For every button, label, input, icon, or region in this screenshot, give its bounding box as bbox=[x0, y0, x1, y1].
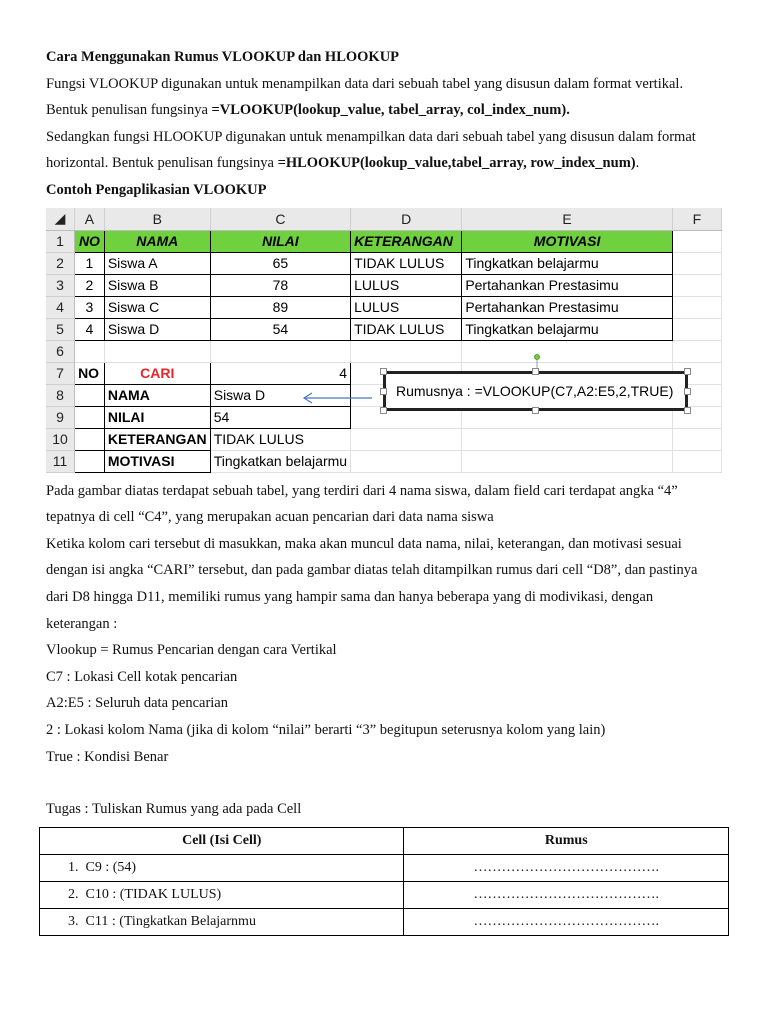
row-header[interactable]: 9 bbox=[46, 406, 75, 428]
data-cell[interactable]: 54 bbox=[210, 318, 350, 340]
header-cell-no[interactable]: NO bbox=[75, 230, 105, 252]
column-header-b[interactable]: B bbox=[104, 208, 210, 231]
sheet-row-10 bbox=[46, 428, 722, 450]
data-cell[interactable]: Siswa C bbox=[104, 296, 210, 318]
lookup-cari-value[interactable]: 4 bbox=[210, 362, 350, 384]
empty-cell[interactable] bbox=[75, 384, 105, 406]
sheet-row-5 bbox=[46, 318, 722, 340]
empty-cell[interactable] bbox=[462, 428, 673, 450]
task-cell-text: C11 : (Tingkatkan Belajarnmu bbox=[85, 913, 256, 929]
row-header[interactable]: 6 bbox=[46, 340, 75, 362]
data-cell[interactable]: Pertahankan Prestasimu bbox=[462, 296, 673, 318]
resize-handle-icon[interactable] bbox=[532, 368, 539, 375]
body-line: Vlookup = Rumus Pencarian dengan cara Vertikal bbox=[46, 642, 337, 659]
row-header[interactable]: 5 bbox=[46, 318, 75, 340]
row-header[interactable]: 7 bbox=[46, 362, 75, 384]
task-answer[interactable]: …………………………………. bbox=[404, 881, 729, 908]
body-line: C7 : Lokasi Cell kotak pencarian bbox=[46, 668, 238, 685]
task-header-row bbox=[40, 827, 729, 854]
lookup-cari-label[interactable]: CARI bbox=[104, 362, 210, 384]
lookup-keterangan-label[interactable]: KETERANGAN bbox=[104, 428, 210, 450]
task-number: 3. bbox=[68, 913, 79, 929]
empty-cell[interactable] bbox=[672, 450, 721, 472]
data-cell[interactable]: Siswa A bbox=[104, 252, 210, 274]
body-line: 2 : Lokasi kolom Nama (jika di kolom “nilai” berarti “3” begitupun seterusnya kolom yang lain) bbox=[46, 721, 606, 738]
body-line: A2:E5 : Seluruh data pencarian bbox=[46, 695, 228, 712]
data-cell[interactable]: 2 bbox=[75, 274, 105, 296]
task-table bbox=[39, 827, 729, 936]
task-number: 1. bbox=[68, 859, 79, 875]
data-cell[interactable]: Pertahankan Prestasimu bbox=[462, 274, 673, 296]
left-arrow-icon bbox=[302, 392, 374, 404]
intro-line-4-end: . bbox=[635, 155, 640, 172]
row-header[interactable]: 11 bbox=[46, 450, 75, 472]
data-cell[interactable]: 78 bbox=[210, 274, 350, 296]
empty-cell[interactable] bbox=[672, 340, 721, 362]
data-cell[interactable]: 1 bbox=[75, 252, 105, 274]
empty-cell[interactable] bbox=[672, 296, 721, 318]
task-row bbox=[40, 854, 729, 881]
task-answer[interactable]: …………………………………. bbox=[404, 908, 729, 935]
empty-cell[interactable] bbox=[351, 450, 462, 472]
empty-cell[interactable] bbox=[351, 340, 462, 362]
intro-line-2-text: Bentuk penulisan fungsinya bbox=[46, 102, 212, 119]
data-cell[interactable]: Siswa B bbox=[104, 274, 210, 296]
section-heading: Contoh Pengaplikasian VLOOKUP bbox=[46, 181, 267, 198]
task-col-cell: Cell (Isi Cell) bbox=[40, 827, 404, 854]
body-line: tepatnya di cell “C4”, yang merupakan acuan pencarian dari data nama siswa bbox=[46, 509, 494, 526]
lookup-motivasi-value[interactable]: Tingkatkan belajarmu bbox=[210, 450, 350, 472]
body-line: keterangan : bbox=[46, 615, 118, 632]
row-header[interactable]: 1 bbox=[46, 230, 75, 252]
header-cell-motivasi[interactable]: MOTIVASI bbox=[462, 230, 673, 252]
data-cell[interactable]: LULUS bbox=[351, 274, 462, 296]
select-all-corner[interactable]: ◢ bbox=[46, 208, 75, 231]
data-cell[interactable]: Siswa D bbox=[104, 318, 210, 340]
resize-handle-icon[interactable] bbox=[684, 388, 691, 395]
header-cell-nilai[interactable]: NILAI bbox=[210, 230, 350, 252]
column-header-row bbox=[46, 208, 722, 231]
empty-cell[interactable] bbox=[75, 340, 105, 362]
data-cell[interactable]: 65 bbox=[210, 252, 350, 274]
data-cell[interactable]: LULUS bbox=[351, 296, 462, 318]
resize-handle-icon[interactable] bbox=[380, 407, 387, 414]
vlookup-syntax: =VLOOKUP(lookup_value, tabel_array, col_index_num). bbox=[211, 102, 570, 119]
empty-cell[interactable] bbox=[672, 318, 721, 340]
row-header[interactable]: 4 bbox=[46, 296, 75, 318]
empty-cell[interactable] bbox=[462, 450, 673, 472]
sheet-row-3 bbox=[46, 274, 722, 296]
lookup-nama-label[interactable]: NAMA bbox=[104, 384, 210, 406]
empty-cell[interactable] bbox=[75, 450, 105, 472]
sheet-row-4 bbox=[46, 296, 722, 318]
intro-line-4-text: horizontal. Bentuk penulisan fungsinya bbox=[46, 155, 278, 172]
body-line: dari D8 hingga D11, memiliki rumus yang hampir sama dan hanya beberapa yang di modivikasi, dengan bbox=[46, 588, 654, 605]
resize-handle-icon[interactable] bbox=[684, 407, 691, 414]
document-page bbox=[46, 44, 736, 936]
body-line: True : Kondisi Benar bbox=[46, 748, 169, 765]
task-title: Tugas : Tuliskan Rumus yang ada pada Cell bbox=[46, 801, 302, 818]
sheet-row-6 bbox=[46, 340, 722, 362]
empty-cell[interactable] bbox=[75, 406, 105, 428]
resize-handle-icon[interactable] bbox=[532, 407, 539, 414]
row-header[interactable]: 10 bbox=[46, 428, 75, 450]
empty-cell[interactable] bbox=[104, 340, 210, 362]
empty-cell[interactable] bbox=[672, 274, 721, 296]
column-header-e[interactable]: E bbox=[462, 208, 673, 231]
body-line: Ketika kolom cari tersebut di masukkan, maka akan muncul data nama, nilai, keterangan, dan motivasi sesuai bbox=[46, 535, 682, 552]
page-title: Cara Menggunakan Rumus VLOOKUP dan HLOOKUP bbox=[46, 49, 400, 65]
task-col-rumus: Rumus bbox=[404, 827, 729, 854]
lookup-keterangan-value[interactable]: TIDAK LULUS bbox=[210, 428, 350, 450]
task-number: 2. bbox=[68, 886, 79, 902]
body-line: dengan isi angka “CARI” tersebut, dan pada gambar diatas telah ditampilkan rumus dari cell “D8”, dan pastinya bbox=[46, 562, 698, 579]
task-answer[interactable]: …………………………………. bbox=[404, 854, 729, 881]
resize-handle-icon[interactable] bbox=[380, 368, 387, 375]
task-row bbox=[40, 881, 729, 908]
empty-cell[interactable] bbox=[672, 428, 721, 450]
header-cell-keterangan[interactable]: KETERANGAN bbox=[351, 230, 462, 252]
lookup-nama-value[interactable]: Siswa D bbox=[210, 384, 350, 406]
column-header-c[interactable]: C bbox=[210, 208, 350, 231]
explanation-text bbox=[46, 478, 736, 771]
task-row bbox=[40, 908, 729, 935]
data-cell[interactable]: 4 bbox=[75, 318, 105, 340]
task-cell bbox=[40, 881, 404, 908]
row-header[interactable]: 2 bbox=[46, 252, 75, 274]
lookup-motivasi-label[interactable]: MOTIVASI bbox=[104, 450, 210, 472]
row-header[interactable]: 3 bbox=[46, 274, 75, 296]
body-line: Pada gambar diatas terdapat sebuah tabel, yang terdiri dari 4 nama siswa, dalam field cari terdapat angka “4” bbox=[46, 482, 678, 499]
intro-line-1: Fungsi VLOOKUP digunakan untuk menampilkan data dari sebuah tabel yang disusun dalam format vertikal. bbox=[46, 75, 684, 92]
data-cell[interactable]: 3 bbox=[75, 296, 105, 318]
lookup-nilai-value[interactable]: 54 bbox=[210, 406, 350, 428]
column-header-f[interactable]: F bbox=[672, 208, 721, 231]
resize-handle-icon[interactable] bbox=[380, 388, 387, 395]
empty-cell[interactable] bbox=[351, 428, 462, 450]
data-cell[interactable]: Tingkatkan belajarmu bbox=[462, 252, 673, 274]
header-cell-nama[interactable]: NAMA bbox=[104, 230, 210, 252]
spreadsheet-screenshot bbox=[46, 208, 722, 474]
resize-handle-icon[interactable] bbox=[684, 368, 691, 375]
sheet-row-1 bbox=[46, 230, 722, 252]
empty-cell[interactable] bbox=[75, 428, 105, 450]
lookup-nilai-label[interactable]: NILAI bbox=[104, 406, 210, 428]
empty-cell[interactable] bbox=[462, 340, 673, 362]
data-cell[interactable]: Tingkatkan belajarmu bbox=[462, 318, 673, 340]
data-cell[interactable]: TIDAK LULUS bbox=[351, 252, 462, 274]
task-cell bbox=[40, 854, 404, 881]
sheet-row-2 bbox=[46, 252, 722, 274]
empty-cell[interactable] bbox=[672, 252, 721, 274]
empty-cell[interactable] bbox=[210, 340, 350, 362]
lookup-no-label[interactable]: NO bbox=[75, 362, 105, 384]
sheet-row-11 bbox=[46, 450, 722, 472]
column-header-d[interactable]: D bbox=[351, 208, 462, 231]
data-cell[interactable]: 89 bbox=[210, 296, 350, 318]
intro-line-3: Sedangkan fungsi HLOOKUP digunakan untuk menampilkan data dari sebuah tabel yang disusun dalam format bbox=[46, 128, 696, 145]
empty-cell[interactable] bbox=[672, 230, 721, 252]
row-header[interactable]: 8 bbox=[46, 384, 75, 406]
task-cell-text: C9 : (54) bbox=[85, 859, 137, 875]
task-cell bbox=[40, 908, 404, 935]
intro-line-4 bbox=[46, 150, 736, 177]
intro-line-2 bbox=[46, 97, 736, 124]
hlookup-syntax: =HLOOKUP(lookup_value,tabel_array, row_index_num) bbox=[277, 155, 636, 172]
task-cell-text: C10 : (TIDAK LULUS) bbox=[85, 886, 222, 902]
formula-textbox[interactable]: Rumusnya : =VLOOKUP(C7,A2:E5,2,TRUE) bbox=[383, 371, 688, 411]
data-cell[interactable]: TIDAK LULUS bbox=[351, 318, 462, 340]
column-header-a[interactable]: A bbox=[75, 208, 105, 231]
